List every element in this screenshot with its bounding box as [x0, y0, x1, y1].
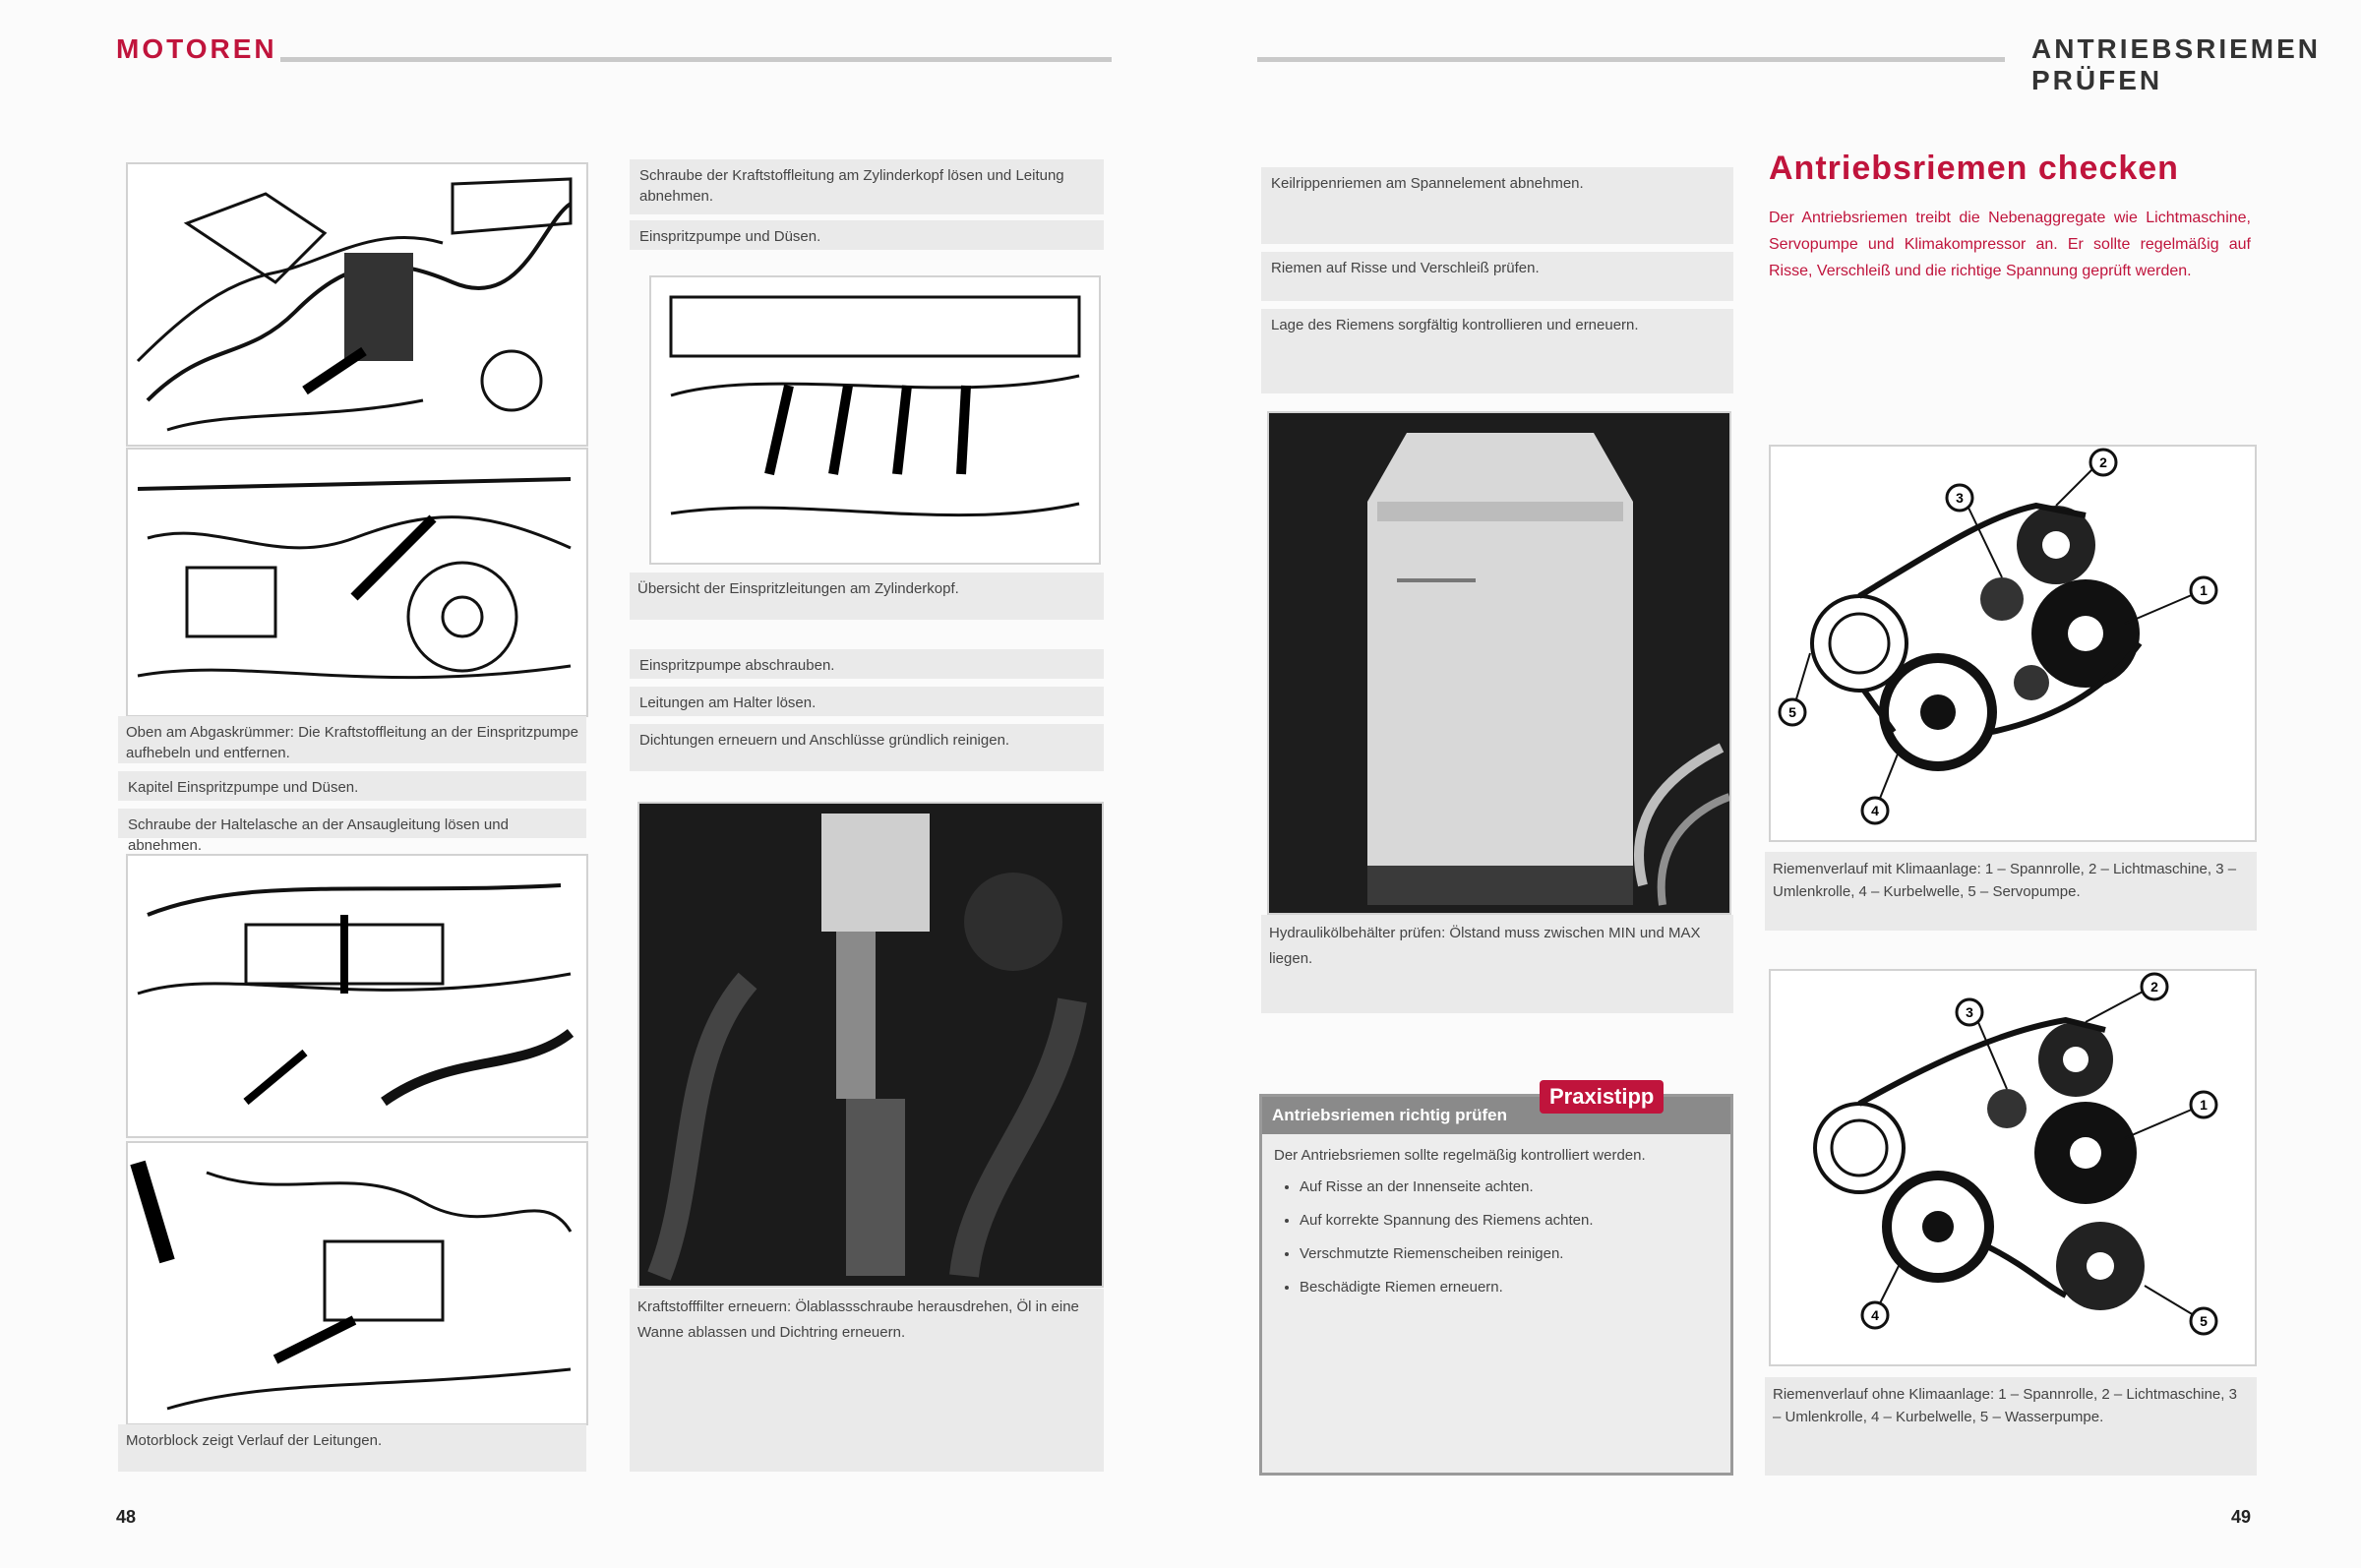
engine-illustration-3	[126, 854, 588, 1138]
top-text-2: Riemen auf Risse und Verschleiß prüfen.	[1261, 252, 1733, 301]
note-text-1: Kapitel Einspritzpumpe und Düsen.	[118, 771, 586, 801]
col2-text-1: Schraube der Kraftstoffleitung am Zylinderkopf lösen und Leitung abnehmen.	[630, 159, 1104, 214]
header-rule-right	[1257, 57, 2005, 62]
diagram-label: 5	[2200, 1313, 2208, 1329]
tip-body	[1262, 1134, 1730, 1319]
top-text-1: Keilrippenriemen am Spannelement abnehmen.	[1261, 167, 1733, 244]
engine-illustration-1	[126, 162, 588, 447]
diagram-label: 3	[1956, 490, 1964, 506]
header-rule-left	[280, 57, 1112, 62]
left-page	[0, 0, 1180, 1568]
belt-diagram-2	[1769, 969, 2257, 1366]
col2-text-2: Einspritzpumpe und Düsen.	[630, 220, 1104, 250]
right-page	[1180, 0, 2361, 1568]
figure-caption-1: Oben am Abgaskrümmer: Die Kraftstoffleitung an der Einspritzpumpe aufhebeln und entfernen.	[118, 716, 586, 763]
diagram-label: 3	[1966, 1004, 1973, 1020]
engine-illustration-4	[126, 1141, 588, 1425]
diagram-label: 4	[1871, 1307, 1879, 1323]
fluid-reservoir-photo	[1267, 411, 1731, 915]
tip-item: • Verschmutzte Riemenscheiben reinigen.	[1300, 1242, 1719, 1266]
col2-text-4: Leitungen am Halter lösen.	[630, 687, 1104, 716]
running-head-left: MOTOREN	[116, 33, 277, 64]
engine-photo	[637, 802, 1104, 1288]
photo-caption: Hydraulikölbehälter prüfen: Ölstand muss zwischen MIN und MAX liegen.	[1261, 915, 1733, 1013]
diagram-label: 4	[1871, 803, 1879, 818]
tip-intro: Der Antriebsriemen sollte regelmäßig kontrolliert werden.	[1274, 1147, 1646, 1164]
step-text: Schraube der Haltelasche an der Ansaugleitung lösen und abnehmen.	[118, 809, 586, 838]
practice-tip-box	[1259, 1094, 1733, 1476]
diagram-label: 2	[2150, 979, 2158, 995]
diagram-label: 1	[2200, 1097, 2208, 1113]
diagram-label: 5	[1788, 704, 1796, 720]
figure-caption-2: Motorblock zeigt Verlauf der Leitungen.	[118, 1424, 586, 1472]
tip-item: • Auf korrekte Spannung des Riemens achten.	[1300, 1209, 1719, 1233]
running-head-right: ANTRIEBSRIEMEN PRÜFEN	[2031, 33, 2322, 95]
figure-caption-3: Übersicht der Einspritzleitungen am Zylinderkopf.	[630, 573, 1104, 620]
page-number-left: 48	[116, 1507, 137, 1527]
tip-title: Antriebsriemen richtig prüfen	[1262, 1097, 1730, 1134]
engine-illustration-5	[649, 275, 1101, 565]
tip-list	[1274, 1176, 1719, 1299]
top-text-3: Lage des Riemens sorgfältig kontrollieren und erneuern.	[1261, 309, 1733, 393]
section-intro: Der Antriebsriemen treibt die Nebenaggregate wie Lichtmaschine, Servopumpe und Klimakompressor an. Er sollte regelmäßig auf Risse, Verschleiß und die richtige Spannung geprüft werden.	[1769, 210, 2251, 279]
col2-text-5: Dichtungen erneuern und Anschlüsse gründlich reinigen.	[630, 724, 1104, 771]
engine-illustration-2	[126, 448, 588, 717]
tip-item: • Beschädigte Riemen erneuern.	[1300, 1276, 1719, 1299]
diagram-label: 1	[2200, 582, 2208, 598]
belt-diagram-1	[1769, 445, 2257, 842]
tip-item: • Auf Risse an der Innenseite achten.	[1300, 1176, 1719, 1199]
diagram-caption-1: Riemenverlauf mit Klimaanlage: 1 – Spannrolle, 2 – Lichtmaschine, 3 – Umlenkrolle, 4 – Kurbelwelle, 5 – Servopumpe.	[1765, 852, 2257, 931]
diagram-label: 2	[2099, 454, 2107, 470]
figure-caption-4: Kraftstofffilter erneuern: Ölablassschraube herausdrehen, Öl in eine Wanne ablassen und Dichtring erneuern.	[630, 1289, 1104, 1472]
tip-badge: Praxistipp	[1540, 1080, 1664, 1114]
section-headline: Antriebsriemen checken	[1769, 150, 2179, 187]
col2-text-3: Einspritzpumpe abschrauben.	[630, 649, 1104, 679]
diagram-caption-2: Riemenverlauf ohne Klimaanlage: 1 – Spannrolle, 2 – Lichtmaschine, 3 – Umlenkrolle, 4 – Kurbelwelle, 5 – Wasserpumpe.	[1765, 1377, 2257, 1476]
page-number-right: 49	[2231, 1507, 2252, 1527]
